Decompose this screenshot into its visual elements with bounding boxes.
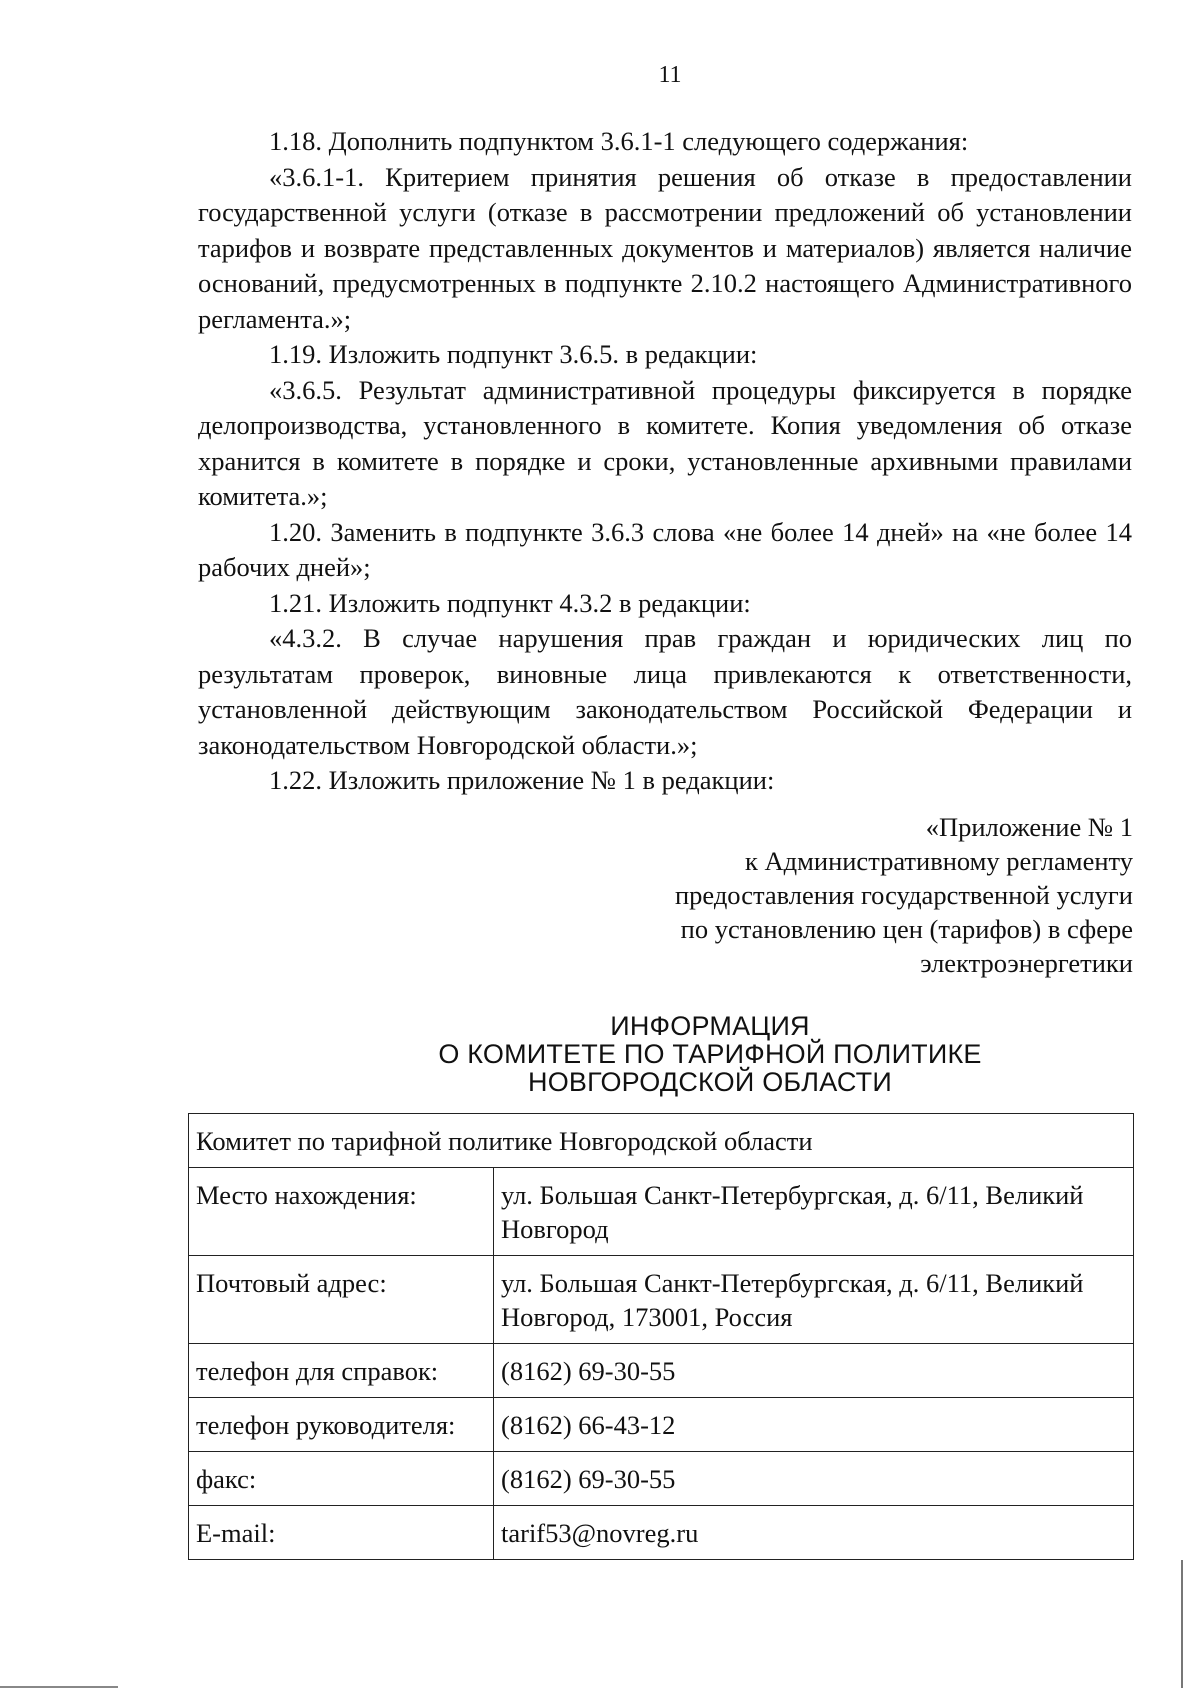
table-row — [189, 1452, 1134, 1506]
row-label: Место нахождения: — [189, 1168, 494, 1256]
row-value: (8162) 69-30-55 — [494, 1452, 1134, 1506]
paragraph-1-22: 1.22. Изложить приложение № 1 в редакции: — [269, 765, 775, 795]
table-row — [189, 1344, 1134, 1398]
appendix-line: к Административному регламенту — [745, 846, 1133, 876]
row-value: tarif53@novreg.ru — [494, 1506, 1134, 1560]
row-value: ул. Большая Санкт-Петербургская, д. 6/11, Великий Новгород, 173001, Россия — [494, 1256, 1134, 1344]
table-row — [189, 1506, 1134, 1560]
info-title-line: ИНФОРМАЦИЯ — [610, 1011, 810, 1041]
row-label: E-mail: — [189, 1506, 494, 1560]
paragraph-1-18: 1.18. Дополнить подпунктом 3.6.1-1 следующего содержания: — [269, 126, 969, 156]
appendix-line: предоставления государственной услуги — [674, 880, 1133, 910]
page-number: 11 — [658, 62, 682, 88]
paragraph-3-6-5: «3.6.5. Результат административной процедуры фиксируется в порядке делопроизводства, установленного в комитете. Копия уведомления об отказе хранится в комитете в порядке и сроки, установленные архивными правилами комитета.»; — [198, 374, 1132, 511]
paragraph-1-21: 1.21. Изложить подпункт 4.3.2 в редакции: — [269, 587, 751, 618]
row-label: телефон для справок: — [189, 1344, 494, 1398]
info-title-line: НОВГОРОДСКОЙ ОБЛАСТИ — [528, 1067, 892, 1097]
info-title-line: О КОМИТЕТЕ ПО ТАРИФНОЙ ПОЛИТИКЕ — [438, 1039, 982, 1069]
document-body — [198, 124, 1132, 799]
row-value: (8162) 66-43-12 — [494, 1398, 1134, 1452]
row-value: ул. Большая Санкт-Петербургская, д. 6/11, Великий Новгород — [494, 1168, 1134, 1256]
row-label: факс: — [189, 1452, 494, 1506]
table-row — [189, 1168, 1134, 1256]
paragraph-3-6-1-1: «3.6.1-1. Критерием принятия решения об отказе в предоставлении государственной услуги (отказе в рассмотрении предложений об установлении тарифов и возврате представленных документов и материалов) является наличие оснований, предусмотренных в подпункте 2.10.2 настоящего Административного регламента.»; — [198, 161, 1132, 334]
table-header-row — [189, 1114, 1134, 1168]
scan-edge-line — [1181, 1560, 1183, 1688]
appendix-line: электроэнергетики — [920, 948, 1133, 978]
row-value: (8162) 69-30-55 — [494, 1344, 1134, 1398]
table-row — [189, 1398, 1134, 1452]
committee-info-table — [188, 1113, 1134, 1560]
scan-edge-line — [0, 1686, 118, 1688]
paragraph-4-3-2: «4.3.2. В случае нарушения прав граждан и юридических лиц по результатам проверок, виновные лица привлекаются к ответственности, установленной действующим законодательством Российской Федерации и законодательством Новгородской области.»; — [198, 623, 1132, 760]
table-header-cell: Комитет по тарифной политике Новгородской области — [189, 1114, 1134, 1168]
row-label: Почтовый адрес: — [189, 1256, 494, 1344]
paragraph-1-19: 1.19. Изложить подпункт 3.6.5. в редакции: — [269, 339, 758, 369]
table-row — [189, 1256, 1134, 1344]
paragraph-1-20: 1.20. Заменить в подпункте 3.6.3 слова «не более 14 дней» на «не более 14 рабочих дней»; — [198, 516, 1132, 582]
appendix-line: по установлению цен (тарифов) в сфере — [680, 914, 1133, 944]
appendix-heading — [675, 810, 1133, 980]
info-title — [300, 1012, 1120, 1096]
row-label: телефон руководителя: — [189, 1398, 494, 1452]
appendix-line: «Приложение № 1 — [925, 812, 1133, 842]
